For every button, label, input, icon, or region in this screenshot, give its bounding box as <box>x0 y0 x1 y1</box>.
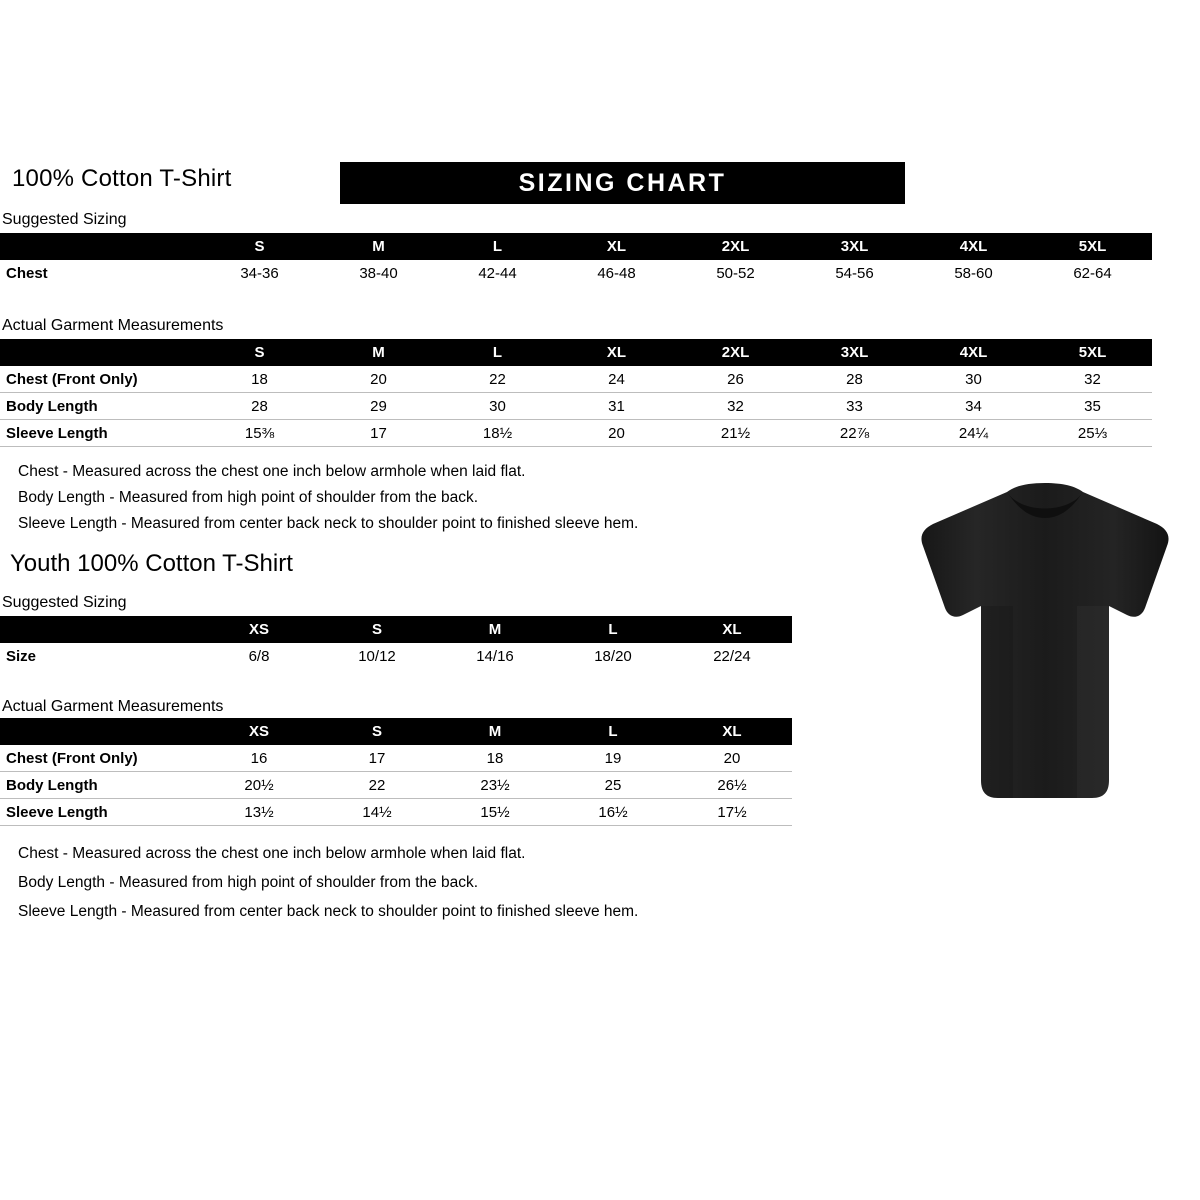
col-header-m: M <box>436 616 554 643</box>
col-header-m: M <box>319 233 438 260</box>
col-header-3xl: 3XL <box>795 233 914 260</box>
cell-bodylength-s: 28 <box>200 393 319 420</box>
row-label-chest: Chest <box>6 264 48 282</box>
col-header-l: L <box>438 339 557 366</box>
table-row <box>0 643 792 669</box>
cell-sleevelength-4xl: 24¼ <box>914 420 1033 447</box>
col-header-s: S <box>318 616 436 643</box>
cell-size-xs: 6/8 <box>248 647 270 665</box>
cell-size-l: 18/20 <box>594 647 632 665</box>
col-header-4xl: 4XL <box>914 339 1033 366</box>
row-label-body-length: Body Length <box>0 772 200 799</box>
col-header-xs: XS <box>200 616 318 643</box>
col-header-xl: XL <box>672 718 792 745</box>
col-header-blank <box>0 616 200 643</box>
youth-actual-table <box>0 718 792 826</box>
col-header-xl: XL <box>672 616 792 643</box>
youth-note-body-length: Body Length - Measured from high point of shoulder from the back. <box>18 874 479 891</box>
col-header-m: M <box>319 339 438 366</box>
cell-sleevelength-2xl: 21½ <box>676 420 795 447</box>
col-header-l: L <box>554 718 672 745</box>
cell-bodylength-5xl: 35 <box>1033 393 1152 420</box>
cell-chestfront-xl: 20 <box>672 745 792 772</box>
cell-chest-2xl: 50-52 <box>716 264 755 282</box>
cell-chest-5xl: 62-64 <box>1073 264 1112 282</box>
cell-chestfront-m: 20 <box>319 366 438 393</box>
cell-bodylength-xs: 20½ <box>200 772 318 799</box>
col-header-blank <box>0 718 200 745</box>
cell-sleevelength-m: 15½ <box>436 799 554 826</box>
col-header-m: M <box>436 718 554 745</box>
cell-chestfront-l: 22 <box>438 366 557 393</box>
cell-bodylength-4xl: 34 <box>914 393 1033 420</box>
col-header-2xl: 2XL <box>676 339 795 366</box>
cell-sleevelength-l: 18½ <box>438 420 557 447</box>
tshirt-icon <box>895 480 1195 810</box>
cell-chestfront-xl: 24 <box>557 366 676 393</box>
adult-note-body-length: Body Length - Measured from high point of shoulder from the back. <box>18 489 479 506</box>
adult-section-title: 100% Cotton T-Shirt <box>12 165 232 192</box>
cell-chest-m: 38-40 <box>359 264 398 282</box>
cell-sleevelength-s: 15⅜ <box>200 420 319 447</box>
table-header-row <box>0 233 1152 260</box>
sizing-chart-banner-label: SIZING CHART <box>518 168 727 197</box>
col-header-3xl: 3XL <box>795 339 914 366</box>
cell-chest-l: 42-44 <box>478 264 517 282</box>
col-header-s: S <box>200 339 319 366</box>
cell-sleevelength-3xl: 22⅞ <box>795 420 914 447</box>
col-header-2xl: 2XL <box>676 233 795 260</box>
col-header-5xl: 5XL <box>1033 339 1152 366</box>
cell-chestfront-l: 19 <box>554 745 672 772</box>
row-label-sleeve-length: Sleeve Length <box>0 420 200 447</box>
youth-suggested-table <box>0 616 792 669</box>
adult-note-chest: Chest - Measured across the chest one inch below armhole when laid flat. <box>18 463 526 480</box>
youth-actual-label: Actual Garment Measurements <box>2 698 224 715</box>
cell-bodylength-xl: 31 <box>557 393 676 420</box>
cell-bodylength-m: 23½ <box>436 772 554 799</box>
table-row <box>0 393 1152 420</box>
cell-size-s: 10/12 <box>358 647 396 665</box>
cell-chest-3xl: 54-56 <box>835 264 874 282</box>
adult-suggested-table <box>0 233 1152 286</box>
cell-chestfront-m: 18 <box>436 745 554 772</box>
cell-chest-4xl: 58-60 <box>954 264 993 282</box>
cell-chestfront-xs: 16 <box>200 745 318 772</box>
cell-sleevelength-s: 14½ <box>318 799 436 826</box>
table-row <box>0 772 792 799</box>
row-label-body-length: Body Length <box>0 393 200 420</box>
cell-bodylength-3xl: 33 <box>795 393 914 420</box>
cell-sleevelength-xl: 17½ <box>672 799 792 826</box>
cell-chest-s: 34-36 <box>240 264 279 282</box>
cell-sleevelength-xl: 20 <box>557 420 676 447</box>
col-header-s: S <box>200 233 319 260</box>
table-header-row <box>0 616 792 643</box>
cell-sleevelength-l: 16½ <box>554 799 672 826</box>
row-label-chest-front-only: Chest (Front Only) <box>0 366 200 393</box>
col-header-xs: XS <box>200 718 318 745</box>
adult-note-sleeve-length: Sleeve Length - Measured from center back neck to shoulder point to finished sleeve hem. <box>18 515 639 532</box>
table-row <box>0 366 1152 393</box>
cell-chest-xl: 46-48 <box>597 264 636 282</box>
cell-bodylength-2xl: 32 <box>676 393 795 420</box>
table-row <box>0 799 792 826</box>
table-header-row <box>0 339 1152 366</box>
col-header-blank <box>0 233 200 260</box>
table-row <box>0 260 1152 286</box>
col-header-s: S <box>318 718 436 745</box>
cell-chestfront-2xl: 26 <box>676 366 795 393</box>
col-header-xl: XL <box>557 339 676 366</box>
table-header-row <box>0 718 792 745</box>
cell-sleevelength-xs: 13½ <box>200 799 318 826</box>
cell-chestfront-3xl: 28 <box>795 366 914 393</box>
cell-chestfront-s: 17 <box>318 745 436 772</box>
col-header-xl: XL <box>557 233 676 260</box>
col-header-l: L <box>554 616 672 643</box>
cell-bodylength-s: 22 <box>318 772 436 799</box>
table-row <box>0 745 792 772</box>
cell-bodylength-m: 29 <box>319 393 438 420</box>
cell-sleevelength-5xl: 25⅓ <box>1033 420 1152 447</box>
row-label-size: Size <box>6 647 37 665</box>
cell-chestfront-4xl: 30 <box>914 366 1033 393</box>
adult-actual-label: Actual Garment Measurements <box>2 317 224 334</box>
col-header-4xl: 4XL <box>914 233 1033 260</box>
col-header-l: L <box>438 233 557 260</box>
row-label-sleeve-length: Sleeve Length <box>0 799 200 826</box>
youth-note-chest: Chest - Measured across the chest one inch below armhole when laid flat. <box>18 845 526 862</box>
cell-chestfront-5xl: 32 <box>1033 366 1152 393</box>
col-header-blank <box>0 339 200 366</box>
tshirt-product-image <box>895 480 1195 810</box>
youth-section-title: Youth 100% Cotton T-Shirt <box>10 550 293 577</box>
cell-size-m: 14/16 <box>476 647 514 665</box>
cell-sleevelength-m: 17 <box>319 420 438 447</box>
cell-size-xl: 22/24 <box>713 647 751 665</box>
sizing-chart-banner <box>340 162 905 204</box>
adult-suggested-label: Suggested Sizing <box>2 211 127 228</box>
cell-bodylength-xl: 26½ <box>672 772 792 799</box>
youth-note-sleeve-length: Sleeve Length - Measured from center back neck to shoulder point to finished sleeve hem. <box>18 903 639 920</box>
youth-suggested-label: Suggested Sizing <box>2 594 127 611</box>
cell-chestfront-s: 18 <box>200 366 319 393</box>
adult-actual-table <box>0 339 1152 447</box>
cell-bodylength-l: 25 <box>554 772 672 799</box>
row-label-chest-front-only: Chest (Front Only) <box>0 745 200 772</box>
col-header-5xl: 5XL <box>1033 233 1152 260</box>
table-row <box>0 420 1152 447</box>
cell-bodylength-l: 30 <box>438 393 557 420</box>
